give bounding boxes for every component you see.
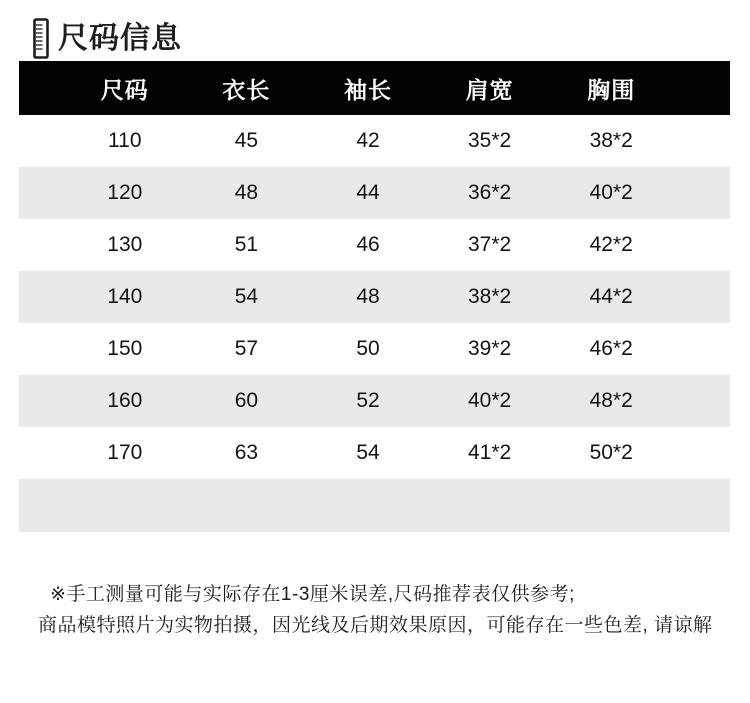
cell-chest: 48*2: [589, 389, 633, 412]
cell-length: 57: [234, 337, 259, 360]
cell-shoulder: 38*2: [467, 285, 512, 308]
cell-length: 54: [234, 285, 259, 308]
cell-chest: 44*2: [589, 285, 633, 308]
cell-sleeve: 46: [356, 233, 380, 256]
disclaimer-line-2: 商品模特照片为实物拍摄，因光线及后期效果原因，可能存在一些色差, 请谅解: [38, 615, 713, 636]
table-header-row: [19, 61, 730, 115]
cell-size: 140: [107, 285, 143, 308]
col-header-sleeve: 袖长: [343, 76, 392, 103]
cell-chest: 50*2: [589, 441, 633, 464]
size-table: [19, 61, 730, 532]
col-header-chest: 胸围: [587, 76, 636, 103]
table-row-150: [19, 323, 730, 375]
cell-chest: 46*2: [589, 337, 633, 360]
cell-shoulder: 39*2: [467, 337, 512, 360]
cell-chest: 42*2: [589, 233, 633, 256]
cell-chest: 38*2: [589, 129, 633, 152]
cell-shoulder: 36*2: [467, 181, 512, 204]
cell-sleeve: 54: [356, 441, 380, 464]
cell-length: 60: [234, 389, 259, 412]
cell-size: 160: [107, 389, 143, 412]
table-row-140: [19, 271, 730, 323]
cell-length: 63: [234, 441, 259, 464]
col-header-length: 衣长: [222, 76, 271, 103]
disclaimer-line-1: ※手工测量可能与实际存在1-3厘米误差,尺码推荐表仅供参考;: [50, 584, 575, 605]
cell-size: 130: [107, 233, 143, 256]
col-header-size: 尺码: [100, 76, 149, 103]
table-row-120: [19, 167, 730, 219]
cell-shoulder: 41*2: [467, 441, 512, 464]
cell-sleeve: 42: [356, 129, 380, 152]
cell-size: 110: [108, 129, 142, 152]
cell-sleeve: 50: [356, 337, 380, 360]
title-bar: [0, 0, 750, 61]
col-header-shoulder: 肩宽: [465, 76, 514, 103]
ruler-icon: [33, 18, 49, 59]
cell-size: 120: [107, 181, 143, 204]
disclaimer-notes: [38, 579, 750, 641]
cell-sleeve: 52: [356, 389, 380, 412]
page-title: 尺码信息: [58, 22, 182, 55]
table-row-170: [19, 427, 730, 479]
cell-length: 48: [234, 181, 259, 204]
cell-size: 150: [107, 337, 143, 360]
cell-length: 45: [234, 129, 259, 152]
cell-shoulder: 37*2: [467, 233, 512, 256]
cell-sleeve: 44: [356, 181, 380, 204]
table-row-160: [19, 375, 730, 427]
cell-chest: 40*2: [589, 181, 633, 204]
cell-sleeve: 48: [356, 285, 380, 308]
table-row-130: [19, 219, 730, 271]
cell-shoulder: 35*2: [467, 129, 512, 152]
cell-length: 51: [234, 233, 259, 256]
table-empty-stripe: [19, 479, 730, 532]
table-row-110: [19, 115, 730, 167]
cell-shoulder: 40*2: [467, 389, 512, 412]
cell-size: 170: [107, 441, 143, 464]
